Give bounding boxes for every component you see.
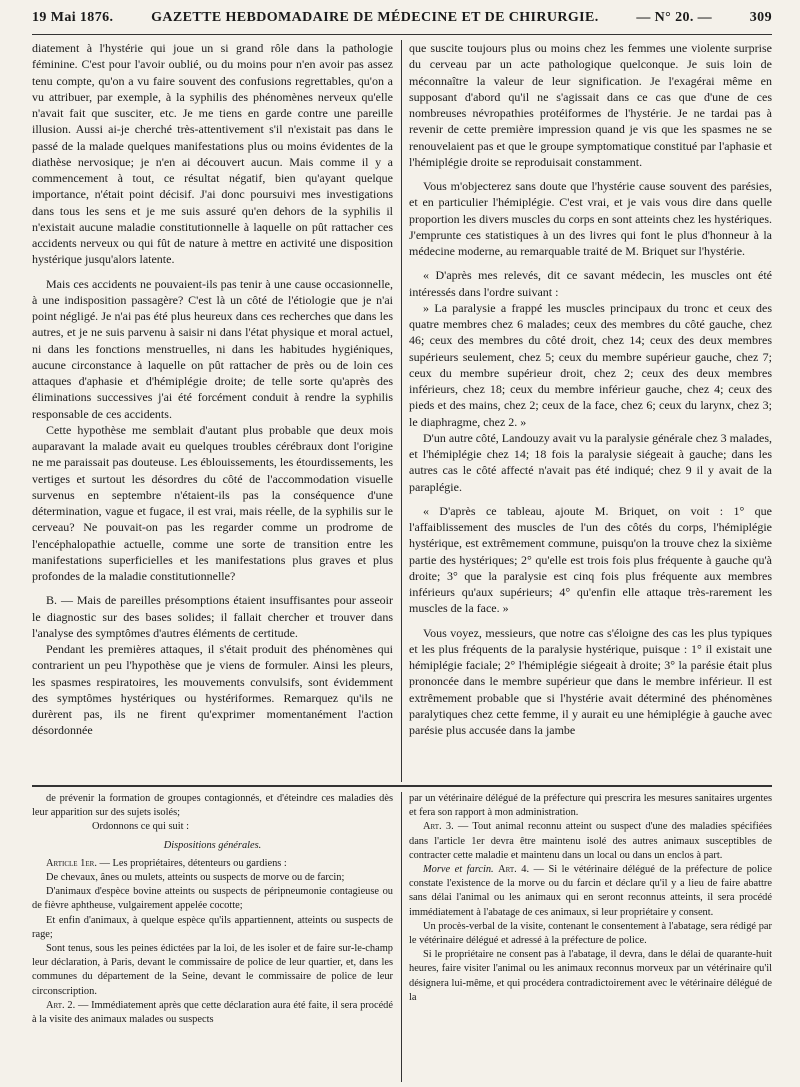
paragraph: que suscite toujours plus ou moins chez les femmes une violente surprise du cerveau par un acte pathologique quelconque. Je suis loin de méconnaître la valeur de leur signification. Je l'exagérai même en supposant d'abord qu'il ne s'agissait dans ce cas que d'une de ces nombreuses névropathies protéiformes de l'hystérie. Je ne tardai pas à revenir de cette première impression quand je vis que les spasmes ne se renouvelaient pas et que le groupe symptomatique constitué par l'aphasie et l'hémiplégie droite se reproduisait constamment. — [409, 41, 772, 169]
article-label: Art. 2. — [46, 999, 76, 1011]
paragraph: Si le propriétaire ne consent pas à l'abatage, il devra, dans le délai de quarante-huit heures, faire visiter l'animal ou les animaux reconnus morveux par un vétérinaire qu'il désignera lui-même, et qui procédera contradictoirement avec le vétérinaire délégué de la — [409, 949, 772, 1003]
paragraph: D'un autre côté, Landouzy avait vu la paralysie générale chez 3 malades, et l'hémiplégie chez 14; 18 fois la paralysie siégeait à gauche; dans les autres cas le côté affecté n'avait pas été indiqué; chez 9 il y avait de la paraplégie. — [409, 430, 772, 494]
header-issue: — N° 20. — — [636, 10, 713, 25]
running-header — [32, 6, 772, 30]
article-2 — [32, 999, 393, 1027]
article-label: Article 1er. — [46, 857, 97, 869]
article-label: Art. 3. — [423, 821, 454, 833]
ordonnons-line: Ordonnons ce qui suit : — [92, 821, 189, 833]
subsection-label: Morve et farcin. — [423, 864, 494, 876]
paragraph: Mais ces accidents ne pouvaient-ils pas tenir à une cause occasionnelle, à une indisposition passagère? C'est là un côté de l'étiologie que je n'ai point négligé. Je n'ai pas été plus heureux dans ces recherches que dans les autres, et je ne suis parvenu à saisir ni dans l'état physique et moral actuel, ni dans les fonctions menstruelles, ni dans les habitudes hygiéniques, aucune circonstance à laquelle on pût rattacher de près ou de loin ces attaques d'aphasie et d'hémiplégie droite; de telle sorte qu'après des éliminations successives j'ai été forcément conduit à rendre la syphilis responsable de ces accidents. — [32, 276, 393, 421]
paragraph: Vous voyez, messieurs, que notre cas s'éloigne des cas les plus typiques et les plus fréquents de la paralysie hystérique, puisque : 1° il existait une hémiplégie faciale; 2° l'hémiplégie siégeait à droite; 3° la parésie était plus prononcée dans le membre supérieur que dans le membre inférieur. Il est extrêmement probable que si l'hystérie avait déterminé des phénomènes paralytiques chez cette femme, il y aurait eu une hémiplégie à gauche avec parésie plus accusée dans la jambe — [409, 625, 772, 737]
article-3 — [409, 820, 772, 863]
paragraph: Un procès-verbal de la visite, contenant le consentement à l'abatage, sera rédigé par le vétérinaire délégué et adressé à la préfecture de police. — [409, 920, 772, 947]
list-item: Sont tenus, sous les peines édictées par la loi, de les isoler et de faire sur-le-champ leur déclaration, à Paris, devant le commissaire de police de leur quartier, et, dans les communes du département de la Seine, devant le commissaire de police de leur circonscription. — [32, 943, 393, 997]
ordinance-left-column — [32, 792, 393, 1084]
article-left-column — [32, 40, 393, 784]
article-right-column — [409, 40, 772, 784]
header-page-number: 309 — [749, 10, 772, 25]
paragraph: par un vétérinaire délégué de la préfecture qui prescrira les mesures sanitaires urgentes et fera son rapport à mon administration. — [409, 793, 772, 819]
paragraph: Pendant les premières attaques, il s'était produit des phénomènes qui contrarient un peu l'hypothèse que je viens de formuler. Ainsi les pleurs, les spasmes respiratoires, les mouvements convulsifs, sont évidemment des symptômes hystériques ou hystériformes. Remarquez qu'ils ne durèrent pas, ils ne firent qu'exprimer momentanément l'action désordonnée — [32, 642, 393, 738]
quote-paragraph: « D'après ce tableau, ajoute M. Briquet, on voit : 1° que l'affaiblissement des muscles de l'un des côtés du corps, l'hémiplégie hystérique, est extrêmement commune, puisqu'on la trouve chez la sixième partie des hystériques; 2° qu'elle est trois fois plus fréquente à gauche qu'à droite; 3° que la paralysie est cinq fois plus fréquente aux membres inférieurs qu'aux supérieurs; 4° qu'enfin elle attaque très-rarement les muscles de la face. » — [409, 503, 772, 616]
list-item: De chevaux, ânes ou mulets, atteints ou suspects de morve ou de farcin; — [46, 872, 345, 884]
header-journal-title: GAZETTE HEBDOMADAIRE DE MÉDECINE ET DE CHIRURGIE. — [151, 10, 599, 25]
ordinance-right-column — [409, 792, 772, 1084]
article-label: Art. 4. — [498, 864, 530, 876]
header-date: 19 Mai 1876. — [32, 10, 114, 25]
list-item: D'animaux d'espèce bovine atteints ou suspects de péripneumonie contagieuse ou de fièvre aphtheuse, vulgairement appelée cocotte; — [32, 886, 393, 912]
header-rule — [32, 34, 772, 35]
section-heading: Dispositions générales. — [163, 839, 262, 851]
paragraph: Cette hypothèse me semblait d'autant plus probable que deux mois auparavant la malade avait eu quelques troubles cérébraux dont l'origine ne me paraissait pas douteuse. Les éblouissements, les étourdissements, les vertiges et surtout les désordres du côté de l'accommodation visuelle survenus en septembre n'étaient-ils pas la conséquence d'une détermination, vague et fugace, il est vrai, mais réelle, de la syphilis sur le cerveau? Ne pouvait-on pas les regarder comme un prodrome de l'encéphalopathie actuelle, comme une sorte de transition entre les manifestations superficielles et les manifestations plus graves et plus profondes de la maladie constitutionnelle? — [32, 422, 393, 583]
paragraph: de prévenir la formation de groupes contagionnés, et d'éteindre ces maladies dès leur apparition sur des sujets isolés; — [32, 793, 393, 819]
article-4 — [409, 863, 772, 920]
article-text: — Tout animal reconnu atteint ou suspect d'une des maladies spécifiées dans l'article 1er devra être maintenu isolé des autres animaux susceptibles de contracter cette maladie et maintenu dans un local ou dans un enclos à part. — [409, 821, 772, 861]
article-1 — [32, 857, 393, 871]
article-text: — Si le vétérinaire délégué de la préfecture de police constate l'existence de la morve ou du farcin et déclare qu'il y a lieu de faire abattre sans délai l'animal ou les animaux qui en seront reconnus atteints, il sera procédé immédiatement à l'abatage de ces animaux, si leur propriétaire y consent. — [409, 864, 772, 918]
article-text: — Immédiatement après que cette déclaration aura été faite, il sera procédé à la visite des animaux malades ou suspects — [32, 999, 393, 1026]
paragraph: Vous m'objecterez sans doute que l'hystérie cause souvent des parésies, et en particulier l'hémiplégie. C'est vrai, et je vais vous dire dans quelle proportion les divers muscles du corps en sont atteints chez les hystériques. J'emprunte ces statistiques à un des livres qui font le plus d'honneur à la médecine moderne, au remarquable traité de M. Briquet sur l'hystérie. — [409, 179, 772, 258]
column-divider — [401, 40, 402, 782]
paragraph: diatement à l'hystérie qui joue un si grand rôle dans la pathologie féminine. C'est pour l'avoir oublié, ou du moins pour n'en avoir pas assez tenu compte, qu'on a vu faire souvent des confusions regrettables, qu'on a vu attribuer, par exemple, à la syphilis des phénomènes nerveux qu'elle n'avait fait que susciter, etc. Je me tiens en garde contre une pareille illusion. Aussi ai-je cherché très-attentivement s'il n'existait pas dans le passé de la malade quelques manifestations plus ou moins évidentes de la diathèse nervosique; je n'en ai découvert aucun. Mais comme il y a commencement à tout, ce résultat négatif, bien qu'ayant quelque importance, n'était point décisif. J'ai donc poursuivi mes investigations dans tous les sens et je me suis assuré qu'en dehors de la syphilis il n'existait aucune maladie constitutionnelle à laquelle on pût rattacher ces accidents nerveux ou qui fût de nature à mettre en activité une disposition hystérique jusqu'alors latente. — [32, 41, 393, 267]
paragraph: B. — Mais de pareilles présomptions étaient insuffisantes pour asseoir le diagnostic sur des bases solides; il fallait chercher et trouver dans l'analyse des symptômes d'autres éléments de certitude. — [32, 593, 393, 640]
list-item: Et enfin d'animaux, à quelque espèce qu'ils appartiennent, atteints ou suspects de rage; — [32, 914, 393, 940]
quote-intro: « D'après mes relevés, dit ce savant médecin, les muscles ont été intéressés dans l'ordre suivant : — [409, 268, 772, 299]
quote-paragraph: » La paralysie a frappé les muscles principaux du tronc et ceux des quatre membres chez 6 malades; ceux des membres du côté gauche, chez 46; ceux des membres du côté droit, chez 14; ceux des deux membres supérieurs seulement, chez 5; ceux du membre supérieur gauche, chez 7; ceux du membre supérieur droit, chez 2; ceux des deux membres inférieurs, chez 18; ceux du membre inférieur gauche, chez 4; ceux des pieds et des mains, chez 2; ceux de la face, chez 6; ceux du larynx, chez 3; le diaphragme, chez 2. » — [409, 300, 772, 429]
article-text: — Les propriétaires, détenteurs ou gardiens : — [99, 857, 287, 869]
column-divider — [401, 792, 402, 1082]
section-divider — [32, 785, 772, 787]
